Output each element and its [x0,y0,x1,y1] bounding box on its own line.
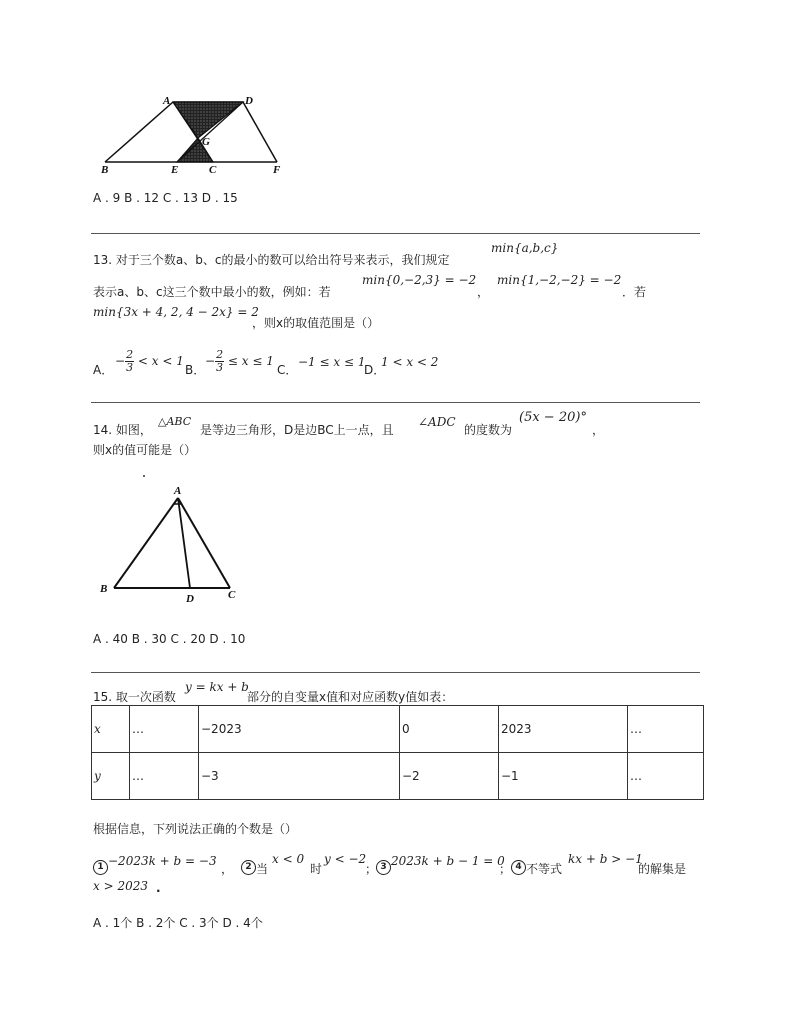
label-d: D [186,593,194,605]
statement-sep-1: ， [221,862,234,876]
q13-option-c-label: C． [277,363,298,377]
statement-2-when: 当 [256,862,269,876]
statement-2-then: 时 [310,862,323,876]
divider-3 [91,672,700,673]
q13-option-d-expr: 1 < x < 2 [381,355,439,369]
q13-option-a-fraction [125,349,134,374]
table-cell: … [628,753,704,800]
q13-option-b-num: 2 [216,348,224,361]
segment-ad [178,498,190,588]
statement-3-marker: 3 [376,860,391,875]
table-row [92,753,704,800]
q13-ask: ，则x的取值范围是（） [252,316,380,330]
q13-option-b-expr [205,349,274,374]
q14-figure [96,470,256,610]
label-b: B [100,583,108,595]
q13-option-a-num: 2 [126,348,134,361]
statement-2-marker: 2 [241,860,256,875]
table-row [92,706,704,753]
edge-ac [178,498,230,588]
q13-option-b-den: 3 [216,361,224,374]
table-cell: x [92,706,130,753]
table-cell: … [130,706,199,753]
table-cell: 0 [400,706,499,753]
q13-min-definition: min{a,b,c} [491,241,559,255]
q15-function: y = kx + b [185,680,249,694]
statement-end: . [156,881,161,895]
q13-option-b-rest: ≤ x ≤ 1 [224,354,274,368]
q13-option-a-minus: − [115,354,126,368]
q15-options: A . 1个 B . 2个 C . 3个 D . 4个 [93,916,263,930]
q14-line1-middle: 是等边三角形，D是边BC上一点，且 [200,423,394,437]
label-g: G [202,136,210,148]
edge-df [243,102,277,162]
table-cell: −1 [499,753,628,800]
q15-value-table [91,705,704,800]
label-a: A [163,95,171,107]
table-cell: 2023 [499,706,628,753]
label-e: E [171,164,179,176]
table-cell: −2 [400,753,499,800]
q13-option-a-label: A． [93,363,114,377]
q12-options: A . 9 B . 12 C . 13 D . 15 [93,191,238,205]
q13-options [93,343,513,377]
q13-sep: ， [477,285,490,299]
q13-option-d-label: D． [364,363,386,377]
q15-line1-start: 15. 取一次函数 [93,690,176,704]
divider-2 [91,402,700,403]
table-cell: … [130,753,199,800]
q15-statements [93,852,703,876]
q14-options: A . 40 B . 30 C . 20 D . 10 [93,632,246,646]
statement-4-suffix: 的解集是 [638,862,687,876]
q13-option-b-minus: − [205,354,216,368]
label-d: D [245,95,253,107]
q12-figure [95,90,295,180]
label-c: C [228,589,236,601]
statement-4-solution: x > 2023 [93,879,148,893]
q14-angle-value: (5x − 20)° [519,410,587,425]
edge-ba [105,102,173,162]
q14-line1-end: ， [592,423,605,437]
q14-line1-start: 14. 如图， [93,423,152,437]
q13-option-a-expr [115,349,184,374]
divider-1 [91,233,700,234]
label-f: F [273,164,281,176]
statement-2-condition: x < 0 [272,852,305,866]
q14-line1-deg: 的度数为 [464,423,513,437]
statement-3: 2023k + b − 1 = 0 [391,854,505,868]
q15-line1-end: 部分的自变量x值和对应函数y值如表： [247,690,454,704]
table-cell: −3 [199,753,400,800]
q14-triangle: △ABC [158,415,192,428]
statement-2-result: y < −2 [324,852,367,866]
statement-4-prefix: 不等式 [526,862,563,876]
table-cell: y [92,753,130,800]
q13-option-c-expr: −1 ≤ x ≤ 1 [298,355,366,369]
label-c: C [209,164,217,176]
statement-sep-2: ； [365,862,378,876]
q13-condition: min{3x + 4, 2, 4 − 2x} = 2 [93,305,259,319]
statement-4-marker: 4 [511,860,526,875]
statement-4-inequality: kx + b > −1 [568,852,643,866]
q13-line1: 13. 对于三个数a、b、c的最小的数可以给出符号来表示，我们规定 [93,253,450,267]
q13-ruo: ．若 [622,285,647,299]
label-a: A [174,485,182,497]
table-cell: −2023 [199,706,400,753]
q13-option-b-label: B． [185,363,206,377]
q14-angle: ∠ADC [418,415,456,429]
shaded-top-triangle [173,102,243,138]
label-b: B [101,164,109,176]
q14-line2: 则x的值可能是（） [93,443,197,457]
q13-option-a-den: 3 [126,361,134,374]
table-cell: … [628,706,704,753]
statement-1: −2023k + b = −3 [108,854,217,868]
q13-example-1: min{0,−2,3} = −2 [362,273,477,287]
statement-1-marker: 1 [93,860,108,875]
q13-line2: 表示a、b、c这三个数中最小的数，例如：若 [93,285,331,299]
stray-dot [143,475,145,477]
statement-sep-3: ； [499,862,512,876]
q13-option-b-fraction [215,349,224,374]
q15-prompt: 根据信息，下列说法正确的个数是（） [93,822,298,836]
q13-option-a-rest: < x < 1 [134,354,184,368]
q13-example-2: min{1,−2,−2} = −2 [497,273,622,287]
edge-ab [114,498,178,588]
